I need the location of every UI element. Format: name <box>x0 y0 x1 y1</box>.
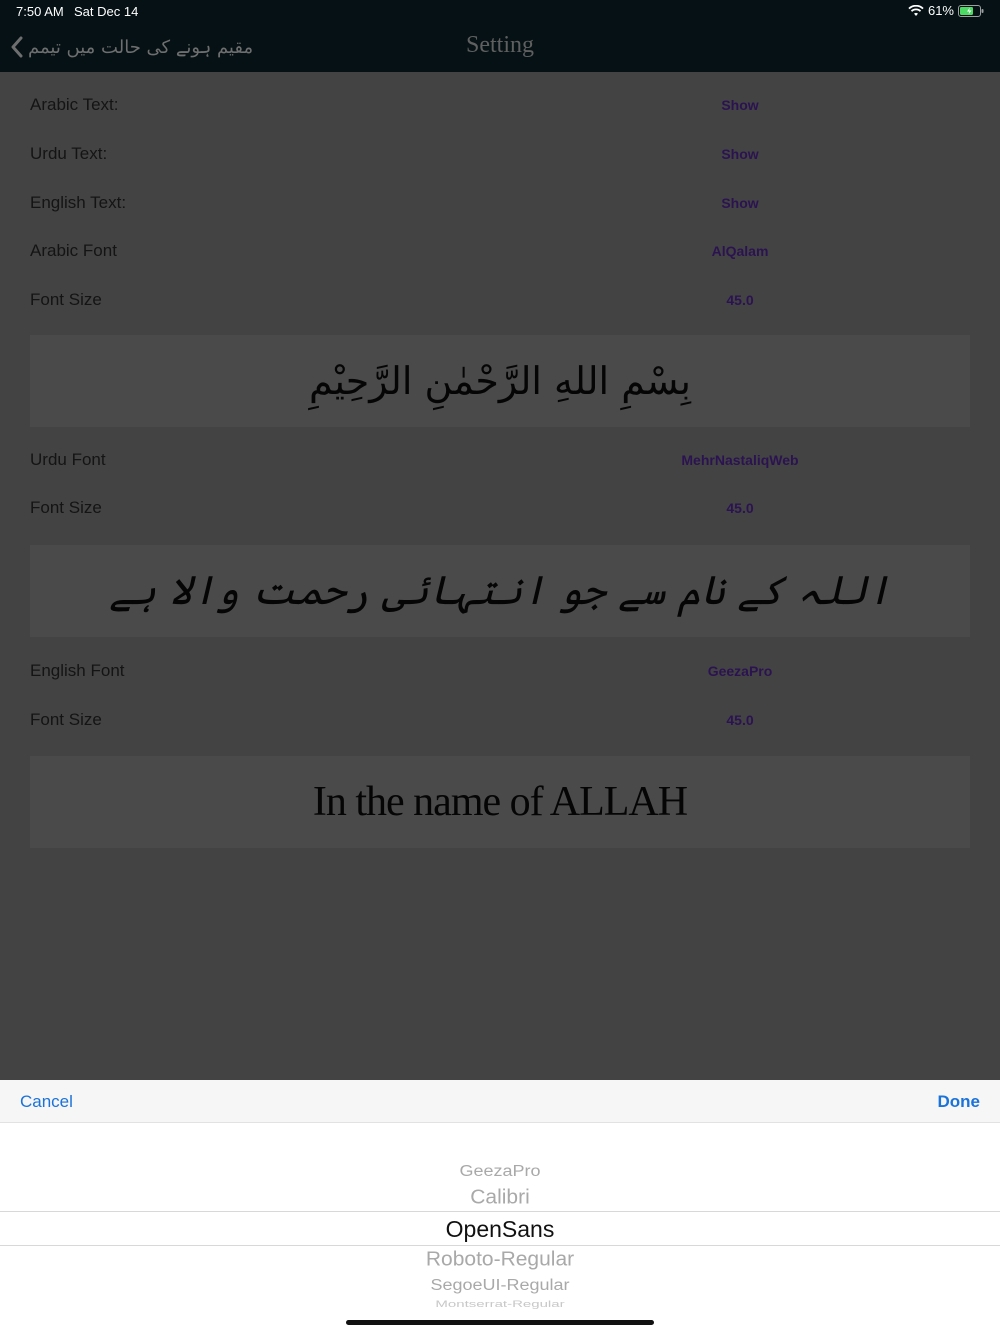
battery-icon <box>958 5 984 17</box>
setting-row-arabic-font <box>0 228 1000 276</box>
nav-bar <box>0 22 1000 72</box>
arabic-preview: بِسْمِ اللهِ الرَّحْمٰنِ الرَّحِيْمِ <box>30 335 970 427</box>
page-title: Setting <box>465 32 534 58</box>
status-bar <box>0 0 1000 22</box>
setting-row-arabic-text <box>0 82 1000 130</box>
setting-label: Font Size <box>30 710 102 729</box>
back-button-label: مقیم ہونے کی حالت میں تیمم <box>28 36 254 58</box>
done-button[interactable]: Done <box>937 1092 980 1111</box>
picker-selection-bottom-line <box>0 1245 1000 1246</box>
setting-label: Arabic Text: <box>30 95 119 114</box>
picker-option[interactable]: GeezaPro <box>459 1162 541 1180</box>
picker-option[interactable]: Roboto-Regular <box>425 1248 575 1271</box>
cancel-button[interactable]: Cancel <box>20 1092 73 1111</box>
setting-value-button[interactable]: Show <box>721 97 759 113</box>
setting-value-button[interactable]: MehrNastaliqWeb <box>681 452 799 468</box>
picker-option-selected[interactable]: OpenSans <box>445 1216 555 1242</box>
home-indicator <box>346 1320 654 1325</box>
setting-row-urdu-text <box>0 131 1000 179</box>
setting-row-english-font-size <box>0 697 1000 745</box>
setting-value-button[interactable]: 45.0 <box>726 292 754 308</box>
picker-option[interactable]: Calibri <box>470 1186 530 1209</box>
status-right <box>908 3 984 18</box>
english-preview: In the name of ALLAH <box>30 756 970 848</box>
font-picker-wheel[interactable] <box>0 1123 1000 1334</box>
setting-value-button[interactable]: 45.0 <box>726 500 754 516</box>
setting-row-english-text <box>0 180 1000 228</box>
setting-row-english-font <box>0 648 1000 696</box>
setting-value-button[interactable]: 45.0 <box>726 712 754 728</box>
setting-label: Font Size <box>30 290 102 309</box>
setting-label: Urdu Text: <box>30 144 108 163</box>
picker-option[interactable]: SegoeUI-Regular <box>430 1276 570 1294</box>
setting-label: Urdu Font <box>30 450 106 469</box>
setting-value-button[interactable]: AlQalam <box>711 243 769 259</box>
setting-label: Arabic Font <box>30 241 117 260</box>
picker-selection-top-line <box>0 1211 1000 1212</box>
setting-value-button[interactable]: GeezaPro <box>707 663 773 679</box>
status-time: 7:50 AM <box>16 4 64 19</box>
setting-label: English Text: <box>30 193 127 212</box>
status-date: Sat Dec 14 <box>74 4 139 19</box>
wifi-icon <box>908 5 924 17</box>
setting-value-button[interactable]: Show <box>721 146 759 162</box>
setting-label: English Font <box>30 661 125 680</box>
setting-value-button[interactable]: Show <box>721 195 759 211</box>
setting-label: Font Size <box>30 498 102 517</box>
battery-percent: 61% <box>927 3 954 18</box>
picker-option[interactable]: Montserrat-Regular <box>435 1299 565 1310</box>
picker-toolbar <box>0 1080 1000 1123</box>
setting-row-arabic-font-size <box>0 277 1000 325</box>
setting-row-urdu-font <box>0 437 1000 485</box>
urdu-preview: اللہ کے نام سے جو انتہائی رحمت والا ہے <box>30 545 970 637</box>
setting-row-urdu-font-size <box>0 485 1000 533</box>
